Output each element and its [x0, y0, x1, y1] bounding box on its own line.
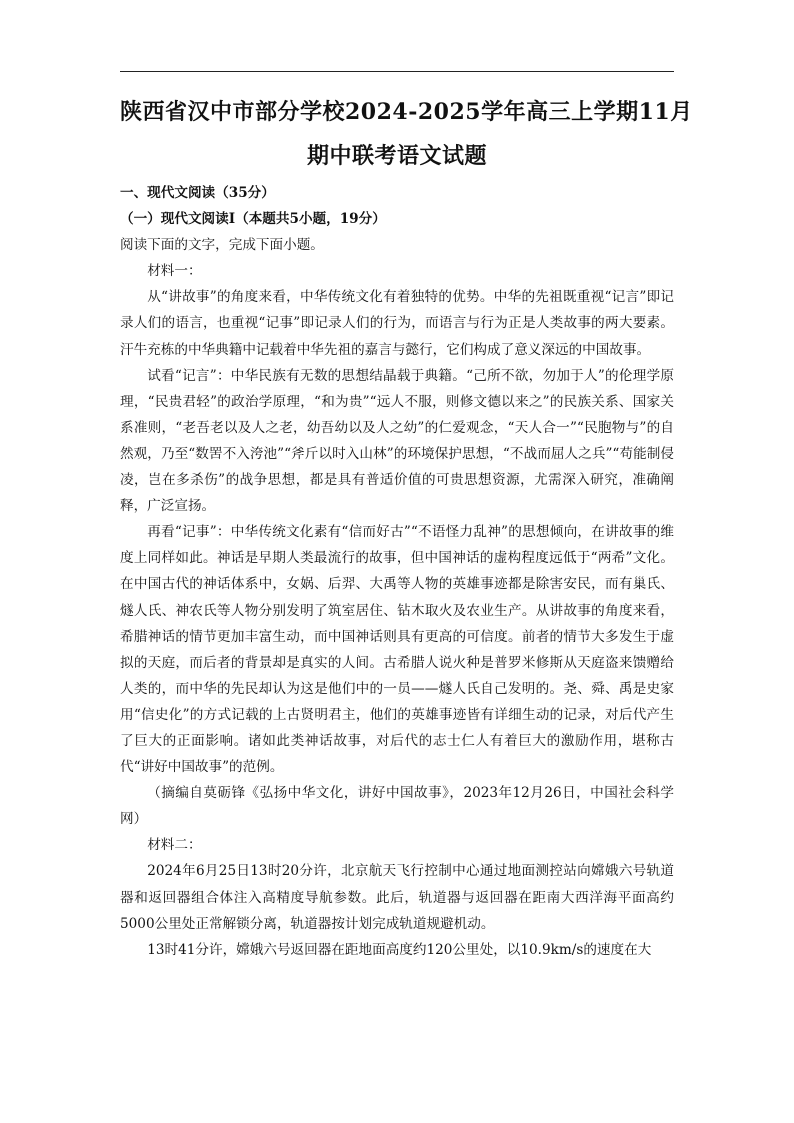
- instruction: 阅读下面的文字，完成下面小题。: [120, 237, 324, 254]
- material1-source: （摘编自莫砺锋《弘扬中华文化，讲好中国故事》，2023年12月26日，中国社会科学网）: [120, 785, 674, 828]
- material1-paragraph-3: 再看“记事”：中华传统文化素有“信而好古”“不语怪力乱神”的思想倾向，在讲故事的维度上同样如此。神话是早期人类最流行的故事，但中国神话的虚构程度远低于“两希”文化。在中国古代的神话体系中，女娲、后羿、大禹等人物的英雄事迹都是除害安民，而有巢氏、燧人氏、神农氏等人物分别发明了筑室居住、钻木取火及农业生产。从讲故事的角度来看，希腊神话的情节更加丰富生动，而中国神话则具有更高的可信度。前者的情节大多发生于虚拟的天庭，而后者的背景却是真实的人间。古希腊人说火种是普罗米修斯从天庭盗来馈赠给人类的，而中华的先民却认为这是他们中的一员——燧人氏自己发明的。尧、舜、禹是史家用“信史化”的方式记载的上古贤明君主，他们的英雄事迹皆有详细生动的记录，对后代产生了巨大的正面影响。诸如此类神话故事，对后代的志士仁人有着巨大的激励作用，堪称古代“讲好中国故事”的范例。: [120, 524, 674, 776]
- doc-title-line1: 陕西省汉中市部分学校2024-2025学年高三上学期11月: [120, 99, 693, 125]
- subsection-heading: （一）现代文阅读Ⅰ（本题共5小题，19分）: [120, 211, 386, 228]
- material2-paragraph-2: 13时41分许，嫦娥六号返回器在距地面高度约120公里处，以10.9km/s的速度在大: [147, 941, 652, 958]
- material2-label: 材料二：: [147, 837, 202, 854]
- header-rule: [120, 71, 674, 72]
- section-heading: 一、现代文阅读（35分）: [120, 185, 275, 201]
- material1-paragraph-1: 从“讲故事”的角度来看，中华传统文化有着独特的优势。中华的先祖既重视“记言”即记录人们的语言，也重视“记事”即记录人们的行为，而语言与行为正是人类故事的两大要素。汗牛充栋的中华典籍中记载着中华先祖的嘉言与懿行，它们构成了意义深远的中国故事。: [120, 289, 674, 358]
- material2-paragraph-1: 2024年6月25日13时20分许，北京航天飞行控制中心通过地面测控站向嫦娥六号轨道器和返回器组合体注入高精度导航参数。此后，轨道器与返回器在距南大西洋海平面高约5000公里处正常解锁分离，轨道器按计划完成轨道规避机动。: [120, 863, 674, 932]
- material1-paragraph-2: 试看“记言”：中华民族有无数的思想结晶载于典籍。“己所不欲，勿加于人”的伦理学原理，“民贵君轻”的政治学原理，“和为贵”“远人不服，则修文德以来之”的民族关系、国家关系准则，“老吾老以及人之老，幼吾幼以及人之幼”的仁爱观念，“天人合一”“民胞物与”的自然观，乃至“数罟不入洿池”“斧斤以时入山林”的环境保护思想，“不战而屈人之兵”“苟能制侵凌，岂在多杀伤”的战争思想，都是具有普适价值的可贵思想资源，尤需深入研究，准确阐释，广泛宣扬。: [120, 367, 674, 515]
- document-body: [120, 180, 674, 963]
- doc-title-line2: 期中联考语文试题: [306, 143, 487, 169]
- material1-label: 材料一：: [147, 263, 202, 280]
